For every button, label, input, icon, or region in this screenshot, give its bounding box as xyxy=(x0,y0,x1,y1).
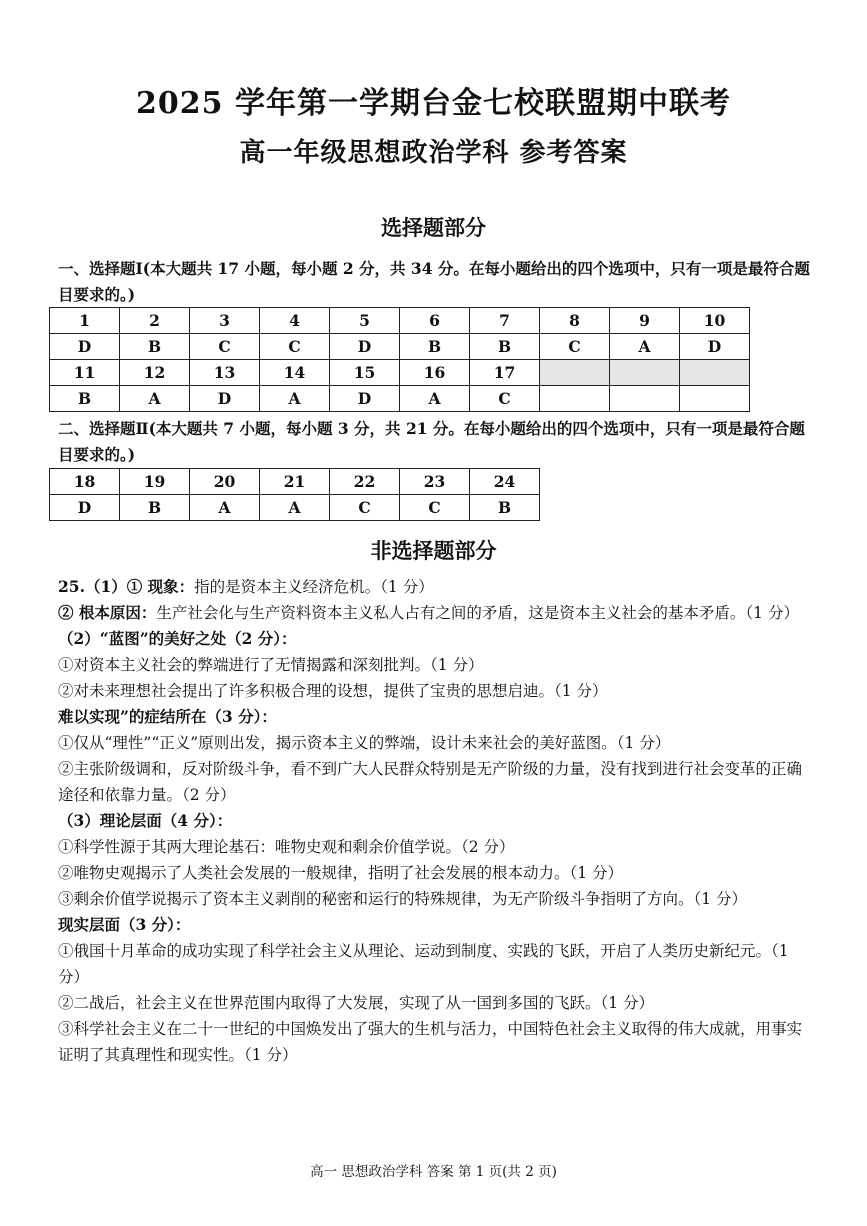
part1-answer-row xyxy=(50,334,750,360)
part1-answer-cell: D xyxy=(190,386,260,412)
part2-answer-row xyxy=(50,495,540,521)
part2-answer-cell: 23 xyxy=(400,469,470,495)
part1-answer-cell: 17 xyxy=(470,360,540,386)
section-heading-choice: 选择题部分 xyxy=(381,215,486,240)
answer-line-text: 生产社会化与生产资料资本主义私人占有之间的矛盾，这是资本主义社会的基本矛盾。（1 分） xyxy=(156,604,799,622)
part1-answer-cell: C xyxy=(470,386,540,412)
answer-table-part1 xyxy=(49,307,750,412)
answer-line xyxy=(58,990,816,1016)
answer-line-text: ①科学性源于其两大理论基石：唯物史观和剩余价值学说。（2 分） xyxy=(58,838,515,856)
part1-answer-cell xyxy=(610,386,680,412)
part2-answer-cell: 24 xyxy=(470,469,540,495)
part1-answer-cell: 2 xyxy=(120,308,190,334)
answer-line xyxy=(58,730,816,756)
part1-answer-cell: A xyxy=(120,386,190,412)
part1-answer-cell xyxy=(540,360,610,386)
part1-answer-cell: C xyxy=(190,334,260,360)
answer-line-text: ③科学社会主义在二十一世纪的中国焕发出了强大的生机与活力，中国特色社会主义取得的伟大成就，用事实证明了其真理性和现实性。（1 分） xyxy=(58,1020,803,1064)
answer-line xyxy=(58,678,816,704)
answer-line xyxy=(58,704,816,730)
part1-answer-cell xyxy=(680,360,750,386)
part2-answer-cell: 19 xyxy=(120,469,190,495)
part1-answer-cell: 8 xyxy=(540,308,610,334)
part2-answer-cell: B xyxy=(120,495,190,521)
part1-answer-cell: D xyxy=(330,334,400,360)
part1-answer-cell: A xyxy=(610,334,680,360)
answer-line-text: 指的是资本主义经济危机。（1 分） xyxy=(194,578,434,596)
part1-answer-cell: D xyxy=(680,334,750,360)
answer-line xyxy=(58,834,816,860)
part2-intro: 二、选择题Ⅱ(本大题共 7 小题，每小题 3 分，共 21 分。在每小题给出的四个选项中，只有一项是最符合题目要求的。) xyxy=(58,419,805,464)
part1-answer-cell xyxy=(540,386,610,412)
answer-line xyxy=(58,600,816,626)
part2-answer-cell: A xyxy=(260,495,330,521)
answer-line-heading: ② 根本原因： xyxy=(58,603,157,622)
part2-answer-cell: 18 xyxy=(50,469,120,495)
part1-answer-cell: 12 xyxy=(120,360,190,386)
part1-answer-row xyxy=(50,308,750,334)
answer-line-heading: 现实层面（3 分）： xyxy=(58,915,191,934)
part1-answer-cell xyxy=(680,386,750,412)
answer-line-heading: （3）理论层面（4 分）： xyxy=(58,811,233,830)
answer-line-text: ①对资本主义社会的弊端进行了无情揭露和深刻批判。（1 分） xyxy=(58,656,484,674)
part2-answer-cell: B xyxy=(470,495,540,521)
document-subtitle: 高一年级思想政治学科 参考答案 xyxy=(239,138,628,168)
part1-answer-cell: C xyxy=(260,334,330,360)
answer-line-text: ①俄国十月革命的成功实现了科学社会主义从理论、运动到制度、实践的飞跃，开启了人类历史新纪元。（1 分） xyxy=(58,942,789,986)
answer-line xyxy=(58,1016,816,1068)
answer-line-heading: 25.（1）① 现象： xyxy=(58,577,195,596)
part2-answer-cell: 20 xyxy=(190,469,260,495)
part1-answer-cell: B xyxy=(120,334,190,360)
part1-answer-cell: 16 xyxy=(400,360,470,386)
part1-intro: 一、选择题Ⅰ(本大题共 17 小题，每小题 2 分，共 34 分。在每小题给出的四个选项中，只有一项是最符合题目要求的。) xyxy=(58,259,810,304)
answer-body xyxy=(58,574,816,1068)
answer-table-part2 xyxy=(49,468,540,521)
part1-answer-cell: 13 xyxy=(190,360,260,386)
part1-answer-cell: 3 xyxy=(190,308,260,334)
part2-answer-cell: 21 xyxy=(260,469,330,495)
answer-line-heading: 难以实现”的症结所在（3 分）： xyxy=(58,707,277,726)
answer-line-text: ②二战后，社会主义在世界范围内取得了大发展，实现了从一国到多国的飞跃。（1 分） xyxy=(58,994,655,1012)
part2-answer-cell: C xyxy=(330,495,400,521)
part1-answer-cell: 10 xyxy=(680,308,750,334)
answer-line xyxy=(58,938,816,990)
part2-answer-cell: 22 xyxy=(330,469,400,495)
answer-line xyxy=(58,574,816,600)
part1-answer-cell: 7 xyxy=(470,308,540,334)
part1-answer-cell xyxy=(610,360,680,386)
part2-answer-cell: A xyxy=(190,495,260,521)
section-heading-nonchoice: 非选择题部分 xyxy=(370,538,497,563)
answer-line xyxy=(58,912,816,938)
answer-line-text: ②主张阶级调和，反对阶级斗争，看不到广大人民群众特别是无产阶级的力量，没有找到进行社会变革的正确途径和依靠力量。（2 分） xyxy=(58,760,803,804)
answer-line xyxy=(58,860,816,886)
part1-answer-cell: 11 xyxy=(50,360,120,386)
part1-answer-cell: D xyxy=(50,334,120,360)
answer-line-text: ②对未来理想社会提出了许多积极合理的设想，提供了宝贵的思想启迪。（1 分） xyxy=(58,682,608,700)
answer-line xyxy=(58,652,816,678)
part1-answer-row xyxy=(50,360,750,386)
part1-answer-cell: B xyxy=(400,334,470,360)
answer-line-text: ②唯物史观揭示了人类社会发展的一般规律，指明了社会发展的根本动力。（1 分） xyxy=(58,864,624,882)
page-footer: 高一 思想政治学科 答案 第 1 页(共 2 页) xyxy=(310,1164,557,1180)
part1-answer-cell: B xyxy=(470,334,540,360)
part2-answer-row xyxy=(50,469,540,495)
answer-line xyxy=(58,886,816,912)
document-title: 2025 学年第一学期台金七校联盟期中联考 xyxy=(136,86,731,121)
answer-line-text: ③剩余价值学说揭示了资本主义剥削的秘密和运行的特殊规律，为无产阶级斗争指明了方向。（1 分） xyxy=(58,890,748,908)
part2-answer-cell: D xyxy=(50,495,120,521)
part1-answer-cell: 5 xyxy=(330,308,400,334)
part1-answer-cell: C xyxy=(540,334,610,360)
part1-answer-cell: 6 xyxy=(400,308,470,334)
answer-line xyxy=(58,808,816,834)
part1-answer-cell: A xyxy=(400,386,470,412)
part1-answer-cell: 4 xyxy=(260,308,330,334)
answer-line xyxy=(58,626,816,652)
answer-line-heading: （2）“蓝图”的美好之处（2 分）： xyxy=(58,629,297,648)
part1-answer-cell: 9 xyxy=(610,308,680,334)
answer-line xyxy=(58,756,816,808)
answer-line-text: ①仅从“理性”“正义”原则出发，揭示资本主义的弊端，设计未来社会的美好蓝图。（1 分） xyxy=(58,734,671,752)
part1-answer-cell: 15 xyxy=(330,360,400,386)
part1-answer-cell: D xyxy=(330,386,400,412)
part1-answer-cell: 1 xyxy=(50,308,120,334)
part2-answer-cell: C xyxy=(400,495,470,521)
part1-answer-row xyxy=(50,386,750,412)
part1-answer-cell: A xyxy=(260,386,330,412)
part1-answer-cell: 14 xyxy=(260,360,330,386)
part1-answer-cell: B xyxy=(50,386,120,412)
